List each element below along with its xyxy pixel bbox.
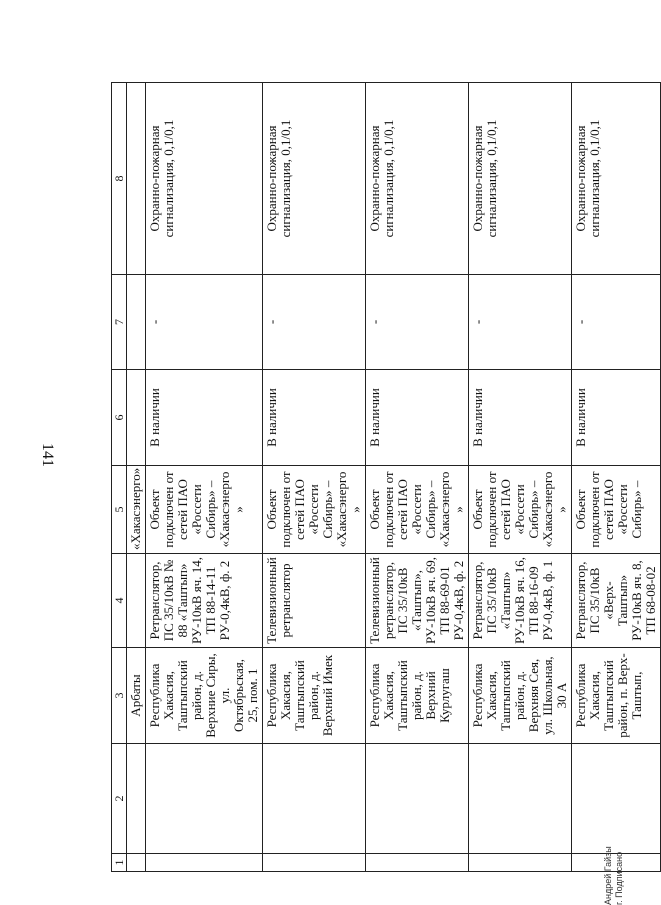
address-cell: Республика Хакасия, Таштыпский район, п. Верх-Таштып, <box>572 648 661 744</box>
empty-cell <box>469 744 572 854</box>
signature-stamp <box>603 846 625 905</box>
column-number: 5 <box>112 466 127 554</box>
power-source-cell: Объект подключен от сетей ПАО «Россети Сибирь» – «Хакасэнерго» <box>263 466 366 554</box>
power-source-cell: Объект подключен от сетей ПАО «Россети Сибирь» – <box>572 466 661 554</box>
object-table <box>111 82 661 872</box>
table-cell <box>127 554 146 648</box>
column-number: 1 <box>112 854 127 872</box>
empty-cell <box>572 744 661 854</box>
column-number: 2 <box>112 744 127 854</box>
object-cell: Ретранслятор, ПС 35/10кВ «Верх-Таштып» РУ-10кВ яч. 8, ТП 68-08-02 <box>572 554 661 648</box>
column-number-row <box>112 83 127 872</box>
empty-cell <box>366 744 469 854</box>
power-source-cell: Объект подключен от сетей ПАО «Россети Сибирь» – «Хакасэнерго» <box>366 466 469 554</box>
alarm-cell: Охранно-пожарная сигнализация, 0,1/0,1 <box>469 83 572 275</box>
object-cell: Телевизионный ретранслятор, ПС 35/10кВ «Таштып», РУ-10кВ яч. 69, ТП 88-69-01 РУ-0,4кВ, ф. 2 <box>366 554 469 648</box>
status-cell: В наличии <box>572 370 661 466</box>
table-cell <box>127 275 146 370</box>
address-cell: Республика Хакасия, Таштыпский район, д. Верхние Сиры, ул. Октябрьская, 25, пом. 1 <box>146 648 263 744</box>
column-number: 8 <box>112 83 127 275</box>
table-cell <box>127 854 146 872</box>
object-cell: Ретранслятор, ПС 35/10кВ № 88 «Таштып» РУ-10кВ яч. 14, ТП 88-14-11 РУ-0,4кВ, ф. 2 <box>146 554 263 648</box>
col7-cell: - <box>146 275 263 370</box>
row-number-cell <box>146 854 263 872</box>
column-number: 3 <box>112 648 127 744</box>
address-cell: Республика Хакасия, Таштыпский район, д. Верхний Имек <box>263 648 366 744</box>
row-number-cell <box>469 854 572 872</box>
object-cell: Телевизионный ретранслятор <box>263 554 366 648</box>
table-row <box>263 83 366 872</box>
alarm-cell: Охранно-пожарная сигнализация, 0,1/0,1 <box>572 83 661 275</box>
alarm-cell: Охранно-пожарная сигнализация, 0,1/0,1 <box>366 83 469 275</box>
table-row <box>469 83 572 872</box>
empty-cell <box>263 744 366 854</box>
table-row <box>146 83 263 872</box>
row-number-cell <box>366 854 469 872</box>
table-cell: Арбаты <box>127 648 146 744</box>
empty-cell <box>146 744 263 854</box>
table-cell: «Хакасэнерго» <box>127 466 146 554</box>
table-row <box>366 83 469 872</box>
status-cell: В наличии <box>469 370 572 466</box>
table-cell <box>127 744 146 854</box>
signature-line: Андрей Гайзы <box>603 846 613 905</box>
power-source-cell: Объект подключен от сетей ПАО «Россети Сибирь» – «Хакасэнерго» <box>146 466 263 554</box>
status-cell: В наличии <box>263 370 366 466</box>
power-source-cell: Объект подключен от сетей ПАО «Россети Сибирь» – «Хакасэнерго» <box>469 466 572 554</box>
table-cell <box>127 83 146 275</box>
address-cell: Республика Хакасия, Таштыпский район, д. Верхний Курлугаш <box>366 648 469 744</box>
rotated-table-container <box>111 83 658 872</box>
column-number: 6 <box>112 370 127 466</box>
address-cell: Республика Хакасия, Таштыпский район, д. Верхняя Сея, ул. Школьная, 30 А <box>469 648 572 744</box>
table-row <box>572 83 661 872</box>
col7-cell: - <box>263 275 366 370</box>
column-number: 7 <box>112 275 127 370</box>
continuation-row <box>127 83 146 872</box>
col7-cell: - <box>572 275 661 370</box>
object-cell: Ретранслятор, ПС 35/10кВ «Таштып» РУ-10кВ яч. 16, ТП 88-16-09 РУ-0,4кВ, ф. 1 <box>469 554 572 648</box>
table-cell <box>127 370 146 466</box>
col7-cell: - <box>469 275 572 370</box>
alarm-cell: Охранно-пожарная сигнализация, 0,1/0,1 <box>263 83 366 275</box>
status-cell: В наличии <box>366 370 469 466</box>
page-number: 141 <box>39 443 56 467</box>
column-number: 4 <box>112 554 127 648</box>
signature-line: г. Подписано <box>614 851 624 905</box>
row-number-cell <box>263 854 366 872</box>
status-cell: В наличии <box>146 370 263 466</box>
alarm-cell: Охранно-пожарная сигнализация, 0,1/0,1 <box>146 83 263 275</box>
col7-cell: - <box>366 275 469 370</box>
